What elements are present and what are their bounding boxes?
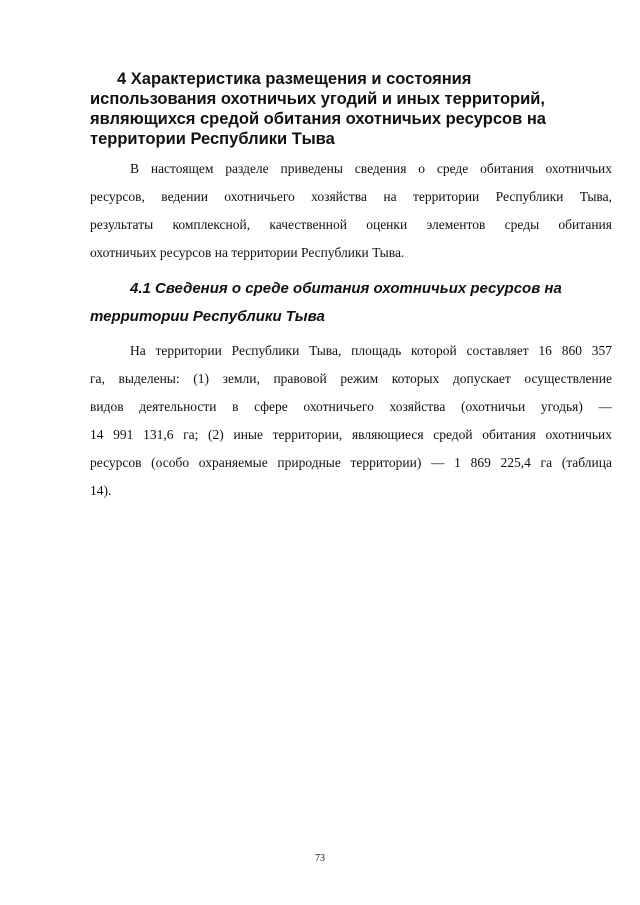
paragraph-line: га, выделены: (1) земли, правовой режим которых допускает осуществление: [90, 371, 612, 386]
paragraph-line: ресурсов (особо охраняемые природные территории) — 1 869 225,4 га (таблица: [90, 455, 612, 470]
paragraph-line: На территории Республики Тыва, площадь которой составляет 16 860 357: [130, 343, 612, 358]
paragraph-line: охотничьих ресурсов на территории Республики Тыва.: [90, 245, 405, 260]
page-number: 73: [315, 853, 325, 864]
heading-line: являющихся средой обитания охотничьих ресурсов на: [90, 110, 546, 128]
paragraph-line: видов деятельности в сфере охотничьего хозяйства (охотничьи угодья) —: [90, 399, 612, 414]
heading-line: использования охотничьих угодий и иных территорий,: [90, 90, 545, 108]
intro-paragraph: [90, 155, 612, 267]
paragraph-line: 14).: [90, 483, 112, 498]
heading-line: 4 Характеристика размещения и состояния: [117, 70, 472, 88]
paragraph-line: 14 991 131,6 га; (2) иные территории, являющиеся средой обитания охотничьих: [90, 427, 612, 442]
heading-line: территории Республики Тыва: [90, 130, 335, 148]
paragraph-line: В настоящем разделе приведены сведения о среде обитания охотничьих: [130, 161, 612, 176]
subsection-heading: [90, 275, 612, 331]
section-heading: [90, 69, 560, 149]
subheading-line: территории Республики Тыва: [90, 308, 325, 325]
subheading-line: 4.1 Сведения о среде обитания охотничьих ресурсов на: [130, 280, 562, 297]
paragraph-line: результаты комплексной, качественной оценки элементов среды обитания: [90, 217, 612, 232]
paragraph-line: ресурсов, ведении охотничьего хозяйства на территории Республики Тыва,: [90, 189, 612, 204]
body-paragraph: [90, 337, 612, 505]
